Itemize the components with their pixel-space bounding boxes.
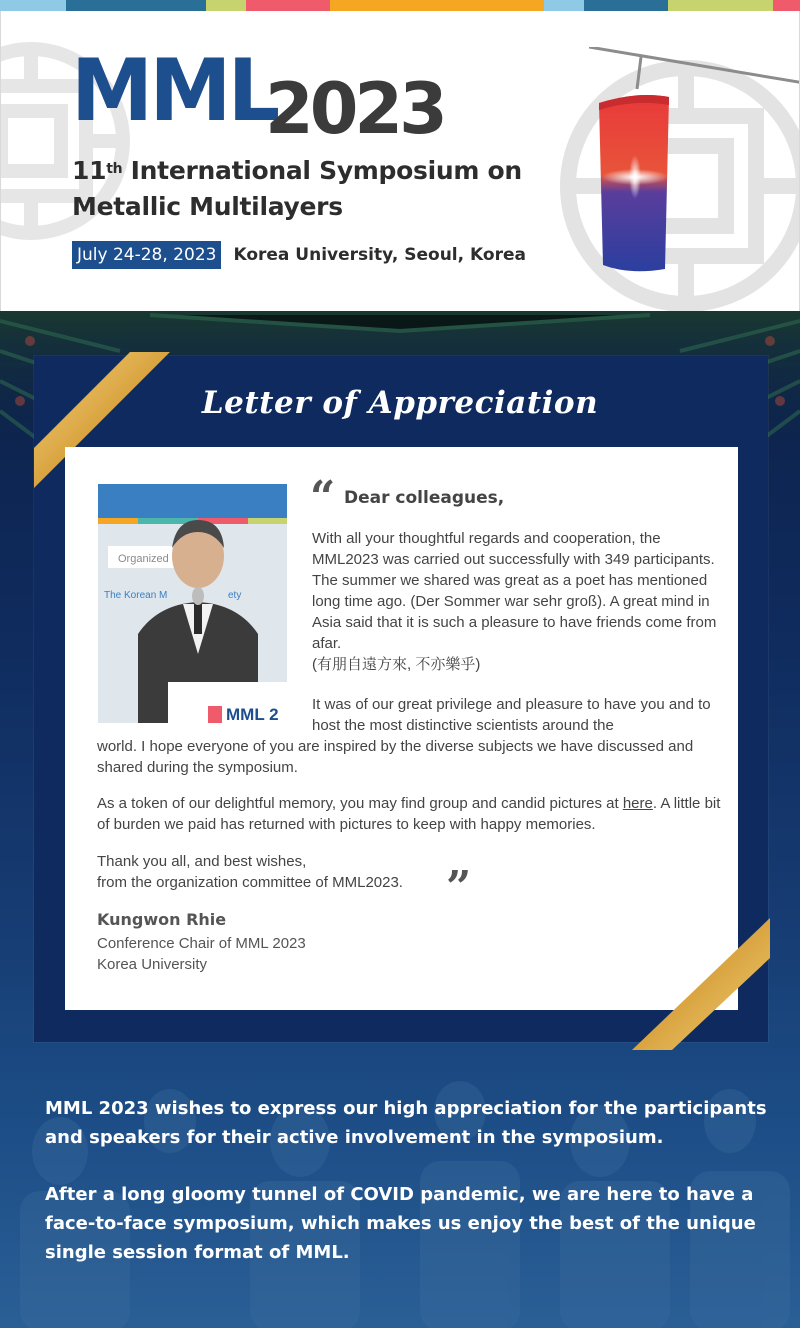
photo-banner-text-3: ety [228,590,242,601]
color-strip-segment [66,0,206,11]
signature-affiliation: Korea University [97,956,208,973]
color-strip-segment [584,0,668,11]
pictures-link[interactable]: here [622,795,653,812]
date-venue-row [72,241,526,269]
speaker-photo-image [98,484,287,723]
letter-title: Letter of Appreciation [201,385,599,421]
title-line2: Metallic Multilayers [72,192,343,221]
photo-banner-text-2: The Korean M [104,590,168,601]
photo-podium-text: MML 2 [226,705,279,723]
letter-paragraph-2b: world. I hope everyone of you are inspired by the diverse subjects we have discussed and shared during the symposium. [97,738,694,776]
letter-paragraph-2a: It was of our great privilege and pleasure to have you and to host the most distinctive scientists around the [312,696,711,734]
color-strip [0,0,800,11]
color-strip-segment [0,0,66,11]
logo-year-text: 2023 [265,68,444,150]
closing-line-1: Thank you all, and best wishes, [97,853,307,870]
quote-close-icon: ” [446,862,472,913]
letter-greeting: Dear colleagues, [344,488,505,508]
signature-title: Conference Chair of MML 2023 [97,935,306,952]
color-strip-segment [544,0,584,11]
signature-name: Kungwon Rhie [97,910,227,929]
letter-paragraph-3 [97,793,722,835]
quote-open-icon: “ [310,472,336,523]
color-strip-segment [773,0,800,11]
ordinal-suffix: th [106,161,123,177]
header-banner [0,11,800,311]
photo-banner-text: Organized [118,553,169,565]
signature-role [97,933,306,975]
appreciation-paragraph-2: After a long gloomy tunnel of COVID pandemic, we are here to have a face-to-face symposium, which makes us enjoy the best of the unique single session format of MML. [45,1184,756,1263]
letter-paragraph-1 [312,528,717,675]
paragraph-1-text: With all your thoughtful regards and cooperation, the MML2023 was carried out successfully with 349 participants. The summer we shared was great as a poet has mentioned long time ago. (Der Sommer war sehr groß). A great mind in Asia said that it is such a pleasure to have friends come from afar. [312,530,717,652]
appreciation-message [45,1094,770,1267]
gold-ribbon-icon [626,900,786,1060]
symposium-title [72,153,522,225]
paragraph-3-before: As a token of our delightful memory, you may find group and candid pictures at [97,795,623,812]
letter-closing [97,851,722,893]
appreciation-paragraph-1: MML 2023 wishes to express our high appreciation for the participants and speakers for their active involvement in the symposium. [45,1098,767,1148]
lantern-icon [589,47,800,277]
paragraph-3-after: . A little bit of burden we paid has returned with pictures to keep with happy memories. [97,795,721,833]
date-badge: July 24-28, 2023 [72,241,221,269]
logo-mml-text: MML [71,41,277,141]
chair-photo [98,484,287,723]
title-line1: International Symposium on [122,156,522,185]
color-strip-segment [206,0,246,11]
color-strip-segment [330,0,544,11]
color-strip-segment [668,0,773,11]
ordinal-number: 11 [72,156,107,185]
paragraph-1-cjk: (有朋自遠方來, 不亦樂乎) [312,656,481,673]
venue-text: Korea University, Seoul, Korea [233,245,526,265]
color-strip-segment [246,0,330,11]
closing-line-2: from the organization committee of MML2023. [97,874,403,891]
